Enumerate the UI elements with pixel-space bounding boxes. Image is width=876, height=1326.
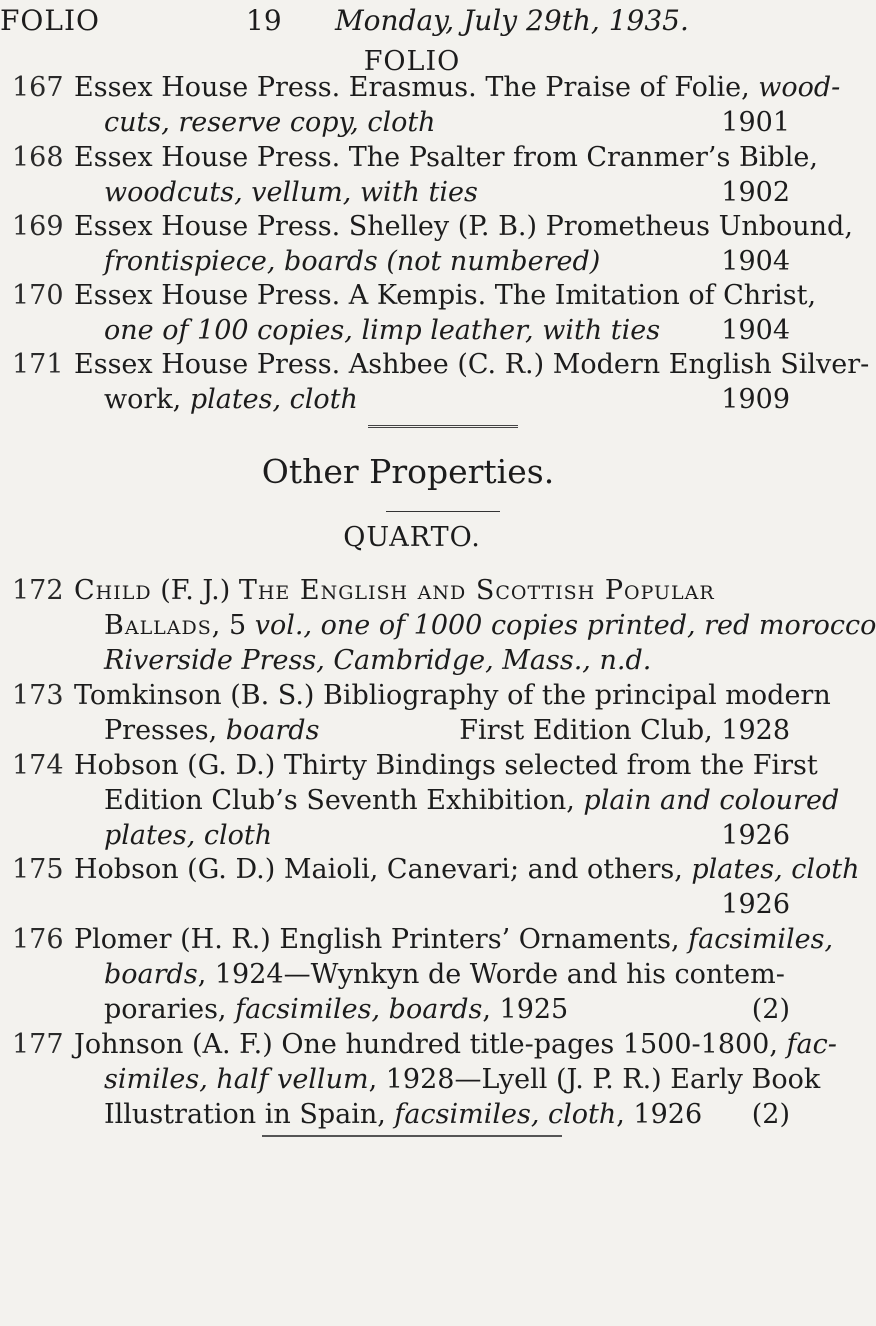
entry-italic: boards bbox=[104, 959, 198, 990]
entry-italic: plates, cloth bbox=[691, 854, 860, 885]
entry-line: , 1926 bbox=[616, 1099, 703, 1130]
entry-line: Hobson (G. D.) Thirty Bindings selected from the First bbox=[74, 750, 818, 781]
section-heading-folio: FOLIO bbox=[363, 46, 461, 77]
entry-italic: boards bbox=[225, 715, 320, 746]
lot-number: 167 bbox=[12, 72, 64, 103]
entry-italic: frontispiece, boards (not numbered) bbox=[104, 246, 601, 277]
lot-number: 174 bbox=[12, 750, 64, 781]
entry-line: Tomkinson (B. S.) Bibliography of the principal modern bbox=[74, 680, 831, 711]
entry-italic: Riverside Press, Cambridge, Mass., n.d. bbox=[104, 645, 652, 676]
lot-description bbox=[74, 922, 834, 1027]
entry-title: The English and Scottish Popular bbox=[238, 575, 715, 606]
entry-imprint: First Edition Club, 1928 bbox=[459, 715, 790, 746]
lot-number: 169 bbox=[12, 211, 64, 242]
entry-italic: plates, cloth bbox=[189, 384, 358, 415]
entry-line: , 1925 bbox=[482, 994, 569, 1025]
running-head bbox=[0, 4, 800, 44]
section-heading-quarto: QUARTO. bbox=[343, 522, 481, 553]
entry-line: , 1928—Lyell (J. P. R.) Early Book bbox=[368, 1064, 821, 1095]
entry-italic: one of 100 copies, limp leather, with ties bbox=[104, 315, 661, 346]
page-number: 19 bbox=[246, 4, 282, 37]
entry-italic: wood- bbox=[758, 72, 841, 103]
lot-year: 1904 bbox=[721, 315, 790, 346]
lot-number: 176 bbox=[12, 924, 64, 955]
lot-description bbox=[74, 140, 818, 210]
entry-line: , 1924—Wynkyn de Worde and his contem- bbox=[197, 959, 785, 990]
entry-italic: plates, cloth bbox=[104, 820, 273, 851]
entry-italic: cuts, reserve copy, cloth bbox=[104, 107, 436, 138]
lot-year: 1904 bbox=[721, 246, 790, 277]
entry-line: work, bbox=[104, 384, 190, 415]
lot-number: 171 bbox=[12, 349, 64, 380]
entry-line: (F. J.) bbox=[160, 575, 239, 606]
entry-italic: woodcuts, vellum, with ties bbox=[104, 177, 478, 208]
entry-italic: similes, half vellum bbox=[104, 1064, 369, 1095]
lot-number: 172 bbox=[12, 575, 64, 606]
lot-year: 1902 bbox=[721, 177, 790, 208]
entry-line: Essex House Press. Erasmus. The Praise of Folie, bbox=[74, 72, 759, 103]
lot-description bbox=[74, 209, 853, 279]
entry-italic: plain and coloured bbox=[583, 785, 840, 816]
lot-number: 168 bbox=[12, 142, 64, 173]
sale-date: Monday, July 29th, 1935. bbox=[335, 4, 689, 37]
lot-number: 170 bbox=[12, 280, 64, 311]
entry-line: Hobson (G. D.) Maioli, Canevari; and others, bbox=[74, 854, 692, 885]
lot-description bbox=[74, 748, 840, 853]
entry-italic: facsimiles, boards bbox=[235, 994, 483, 1025]
entry-line: Essex House Press. A Kempis. The Imitation of Christ, bbox=[74, 280, 817, 311]
lot-year: 1926 bbox=[721, 820, 790, 851]
lot-description bbox=[74, 678, 831, 748]
entry-line: poraries, bbox=[104, 994, 236, 1025]
entry-line: , 5 bbox=[211, 610, 255, 641]
lot-description bbox=[74, 70, 841, 140]
lot-year: 1909 bbox=[721, 384, 790, 415]
lot-count: (2) bbox=[751, 994, 790, 1025]
lot-number: 173 bbox=[12, 680, 64, 711]
entry-italic: vol., one of 1000 copies printed, red morocco bbox=[254, 610, 876, 641]
lot-description bbox=[74, 1027, 837, 1132]
entry-line: Essex House Press. The Psalter from Cranmer’s Bible, bbox=[74, 142, 818, 173]
entry-line: Illustration in Spain, bbox=[104, 1099, 395, 1130]
lot-number: 177 bbox=[12, 1029, 64, 1060]
entry-author: Child bbox=[74, 575, 152, 606]
entry-title: Ballads bbox=[104, 610, 212, 641]
lot-number: 175 bbox=[12, 854, 64, 885]
entry-line: Essex House Press. Shelley (P. B.) Prometheus Unbound, bbox=[74, 211, 853, 242]
entry-line: Essex House Press. Ashbee (C. R.) Modern English Silver- bbox=[74, 349, 870, 380]
lot-description bbox=[74, 852, 860, 922]
divider-rule bbox=[368, 425, 518, 428]
divider-rule bbox=[262, 1135, 562, 1137]
entry-line: Johnson (A. F.) One hundred title-pages 1500-1800, bbox=[74, 1029, 787, 1060]
entry-italic: fac- bbox=[786, 1029, 837, 1060]
lot-description bbox=[74, 347, 870, 417]
entry-line: Plomer (H. R.) English Printers’ Ornaments, bbox=[74, 924, 689, 955]
lot-count: (2) bbox=[751, 1099, 790, 1130]
lot-description bbox=[74, 278, 817, 348]
lot-description bbox=[74, 573, 876, 678]
section-heading-other-properties: Other Properties. bbox=[261, 452, 555, 491]
divider-rule bbox=[386, 511, 500, 512]
entry-line: Presses, bbox=[104, 715, 226, 746]
running-head-section: FOLIO bbox=[0, 4, 100, 37]
entry-italic: facsimiles, cloth bbox=[394, 1099, 617, 1130]
entry-line: Edition Club’s Seventh Exhibition, bbox=[104, 785, 584, 816]
entry-italic: facsimiles, bbox=[688, 924, 834, 955]
lot-year: 1901 bbox=[721, 107, 790, 138]
lot-year: 1926 bbox=[721, 889, 790, 920]
